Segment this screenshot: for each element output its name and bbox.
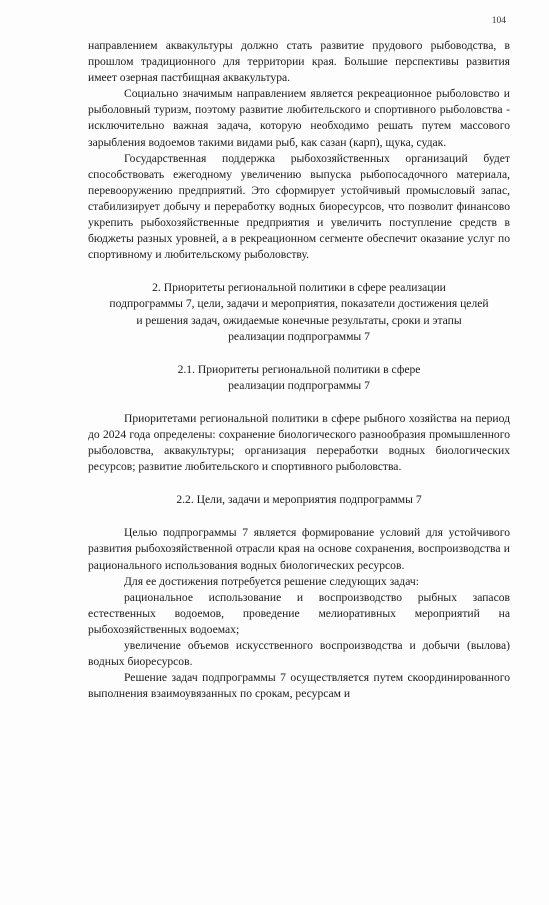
- paragraph-aquaculture: направлением аквакультуры должно стать развитие прудового рыбоводства, в прошлом традиционного для территории края. Большие перспективы развития имеет озерная пастбищная аквакультура.: [88, 39, 510, 85]
- section-2-heading: [88, 280, 510, 344]
- section-2-2-heading: 2.2. Цели, задачи и мероприятия подпрограммы 7: [176, 493, 422, 507]
- paragraph-goal: Целью подпрограммы 7 является формирование условий для устойчивого развития рыбохозяйственной отрасли края на основе сохранения, воспроизводства и рационального использования водных биологических ресурсов.: [88, 526, 510, 572]
- section-2-1-heading: [88, 362, 510, 394]
- section-2-1-heading-line-1: 2.1. Приоритеты региональной политики в сфере: [177, 362, 421, 376]
- paragraph-solution: Решение задач подпрограммы 7 осуществляется путем скоординированного выполнения взаимоувязанных по срокам, ресурсам и: [88, 671, 510, 701]
- paragraph-recreational-fishing: Социально значимым направлением является рекреационное рыболовство и рыболовный туризм, поэтому развитие любительского и спортивного рыболовства - исключительно важная задача, которую необходимо решать путем массового зарыбления водоемов такими видами рыб, как сазан (карп), щука, судак.: [88, 87, 510, 149]
- section-2-heading-line-1: 2. Приоритеты региональной политики в сфере реализации: [152, 281, 446, 295]
- section-2-1-heading-line-2: реализации подпрограммы 7: [228, 378, 370, 392]
- task-item-2: увеличение объемов искусственного воспроизводства и добычи (вылова) водных биоресурсов.: [88, 639, 510, 669]
- page-number: 104: [491, 16, 506, 26]
- document-body: [88, 38, 510, 702]
- paragraph-tasks-intro: Для ее достижения потребуется решение следующих задач:: [124, 574, 419, 588]
- section-2-heading-line-2: подпрограммы 7, цели, задачи и мероприятия, показатели достижения целей: [109, 297, 489, 311]
- task-item-1: рациональное использование и воспроизводство рыбных запасов естественных водоемов, проведение мелиоративных мероприятий на рыбохозяйственных водоемах;: [88, 590, 510, 636]
- paragraph-state-support: Государственная поддержка рыбохозяйственных организаций будет способствовать ежегодному увеличению выпуска рыбопосадочного материала, перевооружению предприятий. Это сформирует устойчивый промысловый запас, стабилизирует добычу и переработку водных биоресурсов, что позволит финансово укрепить рыбохозяйственные предприятия и увеличить поступление средств в бюджеты разных уровней, а в рекреационном сегменте обеспечит оказание услуг по спортивному и любительскому рыболовству.: [88, 151, 510, 262]
- paragraph-regional-priorities: Приоритетами региональной политики в сфере рыбного хозяйства на период до 2024 года определены: сохранение биологического разнообразия промышленного рыболовства, аквакультуры; организация переработки водных биологических ресурсов; развитие любительского и спортивного рыболовства.: [88, 411, 510, 474]
- section-2-heading-line-3: и решения задач, ожидаемые конечные результаты, сроки и этапы: [136, 313, 462, 327]
- section-2-heading-line-4: реализации подпрограммы 7: [228, 329, 370, 343]
